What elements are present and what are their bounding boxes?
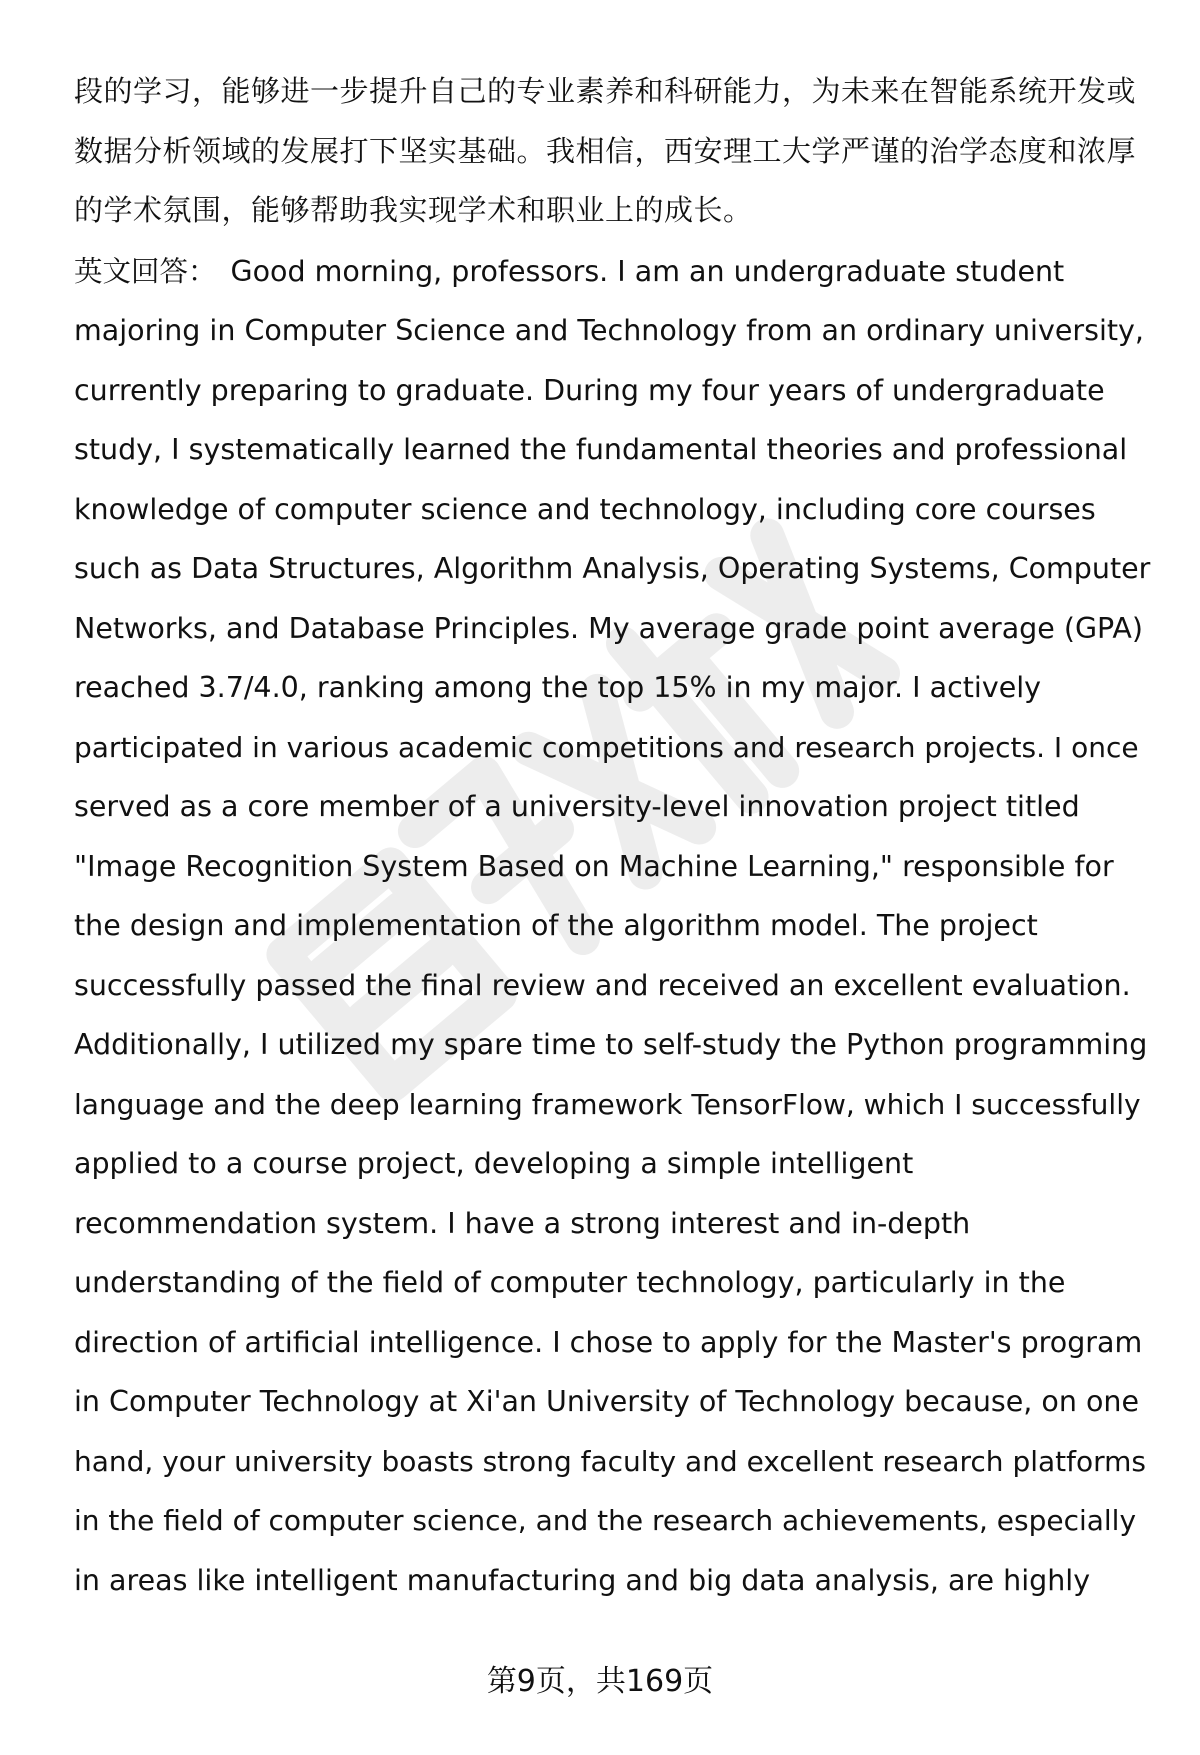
text-line: in the field of computer science, and the research achievements, especially xyxy=(74,1504,1137,1537)
document-page xyxy=(74,62,1154,1610)
text-line: served as a core member of a university-level innovation project titled xyxy=(74,790,1080,823)
text-line: Additionally, I utilized my spare time to self-study the Python programming xyxy=(74,1028,1148,1061)
chinese-paragraph xyxy=(74,62,1154,241)
text-line: currently preparing to graduate. During my four years of undergraduate xyxy=(74,373,1105,407)
text-line: such as Data Structures, Algorithm Analysis, Operating Systems, Computer xyxy=(74,552,1151,585)
text-line: direction of artificial intelligence. I chose to apply for the Master's program xyxy=(74,1325,1143,1359)
text-line: recommendation system. I have a strong interest and in-depth xyxy=(74,1206,971,1240)
text-line: in areas like intelligent manufacturing and big data analysis, are highly xyxy=(74,1563,1091,1597)
text-line: hand, your university boasts strong faculty and excellent research platforms xyxy=(74,1444,1147,1478)
text-line: 段的学习，能够进一步提升自己的专业素养和科研能力，为未来在智能系统开发或 xyxy=(74,74,1137,108)
page-number-footer: 第9页，共169页 xyxy=(486,1664,714,1699)
text-line: the design and implementation of the algorithm model. The project xyxy=(74,909,1038,942)
text-line: study, I systematically learned the fundamental theories and professional xyxy=(74,433,1128,466)
text-line xyxy=(74,242,1154,302)
english-answer-paragraph xyxy=(74,242,1154,1611)
text-line: Networks, and Database Principles. My average grade point average (GPA) xyxy=(74,611,1144,645)
text-line: 数据分析领域的发展打下坚实基础。我相信，西安理工大学严谨的治学态度和浓厚 xyxy=(74,133,1137,168)
text-line: understanding of the field of computer technology, particularly in the xyxy=(74,1266,1066,1299)
english-answer-label: 英文回答： xyxy=(74,254,217,288)
text-line: reached 3.7/4.0, ranking among the top 15% in my major. I actively xyxy=(74,671,1042,704)
text-line: 的学术氛围，能够帮助我实现学术和职业上的成长。 xyxy=(74,193,753,227)
text-line: knowledge of computer science and technology, including core courses xyxy=(74,492,1096,526)
text-line-content: Good morning, professors. I am an undergraduate student xyxy=(230,254,1065,288)
text-line: participated in various academic competitions and research projects. I once xyxy=(74,730,1139,764)
text-line: "Image Recognition System Based on Machine Learning," responsible for xyxy=(74,849,1114,883)
text-line: language and the deep learning framework TensorFlow, which I successfully xyxy=(74,1087,1141,1121)
text-line: successfully passed the final review and received an excellent evaluation. xyxy=(74,968,1131,1002)
text-line: majoring in Computer Science and Technology from an ordinary university, xyxy=(74,314,1144,347)
text-line: applied to a course project, developing a simple intelligent xyxy=(74,1147,914,1180)
text-line: in Computer Technology at Xi'an University of Technology because, on one xyxy=(74,1385,1140,1418)
